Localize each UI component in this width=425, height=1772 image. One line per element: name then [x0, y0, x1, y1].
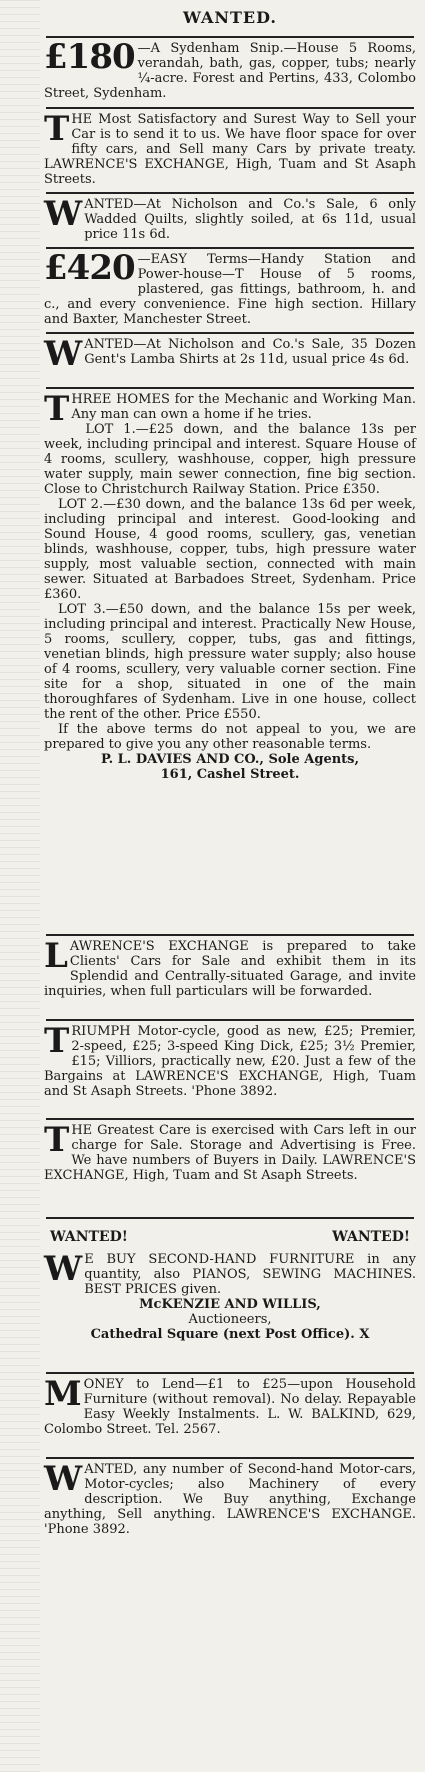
- drop-cap: W: [44, 1459, 83, 1499]
- drop-cap: T: [44, 1120, 70, 1160]
- ad-mckenzie-willis: [42, 1249, 418, 1372]
- drop-cap: T: [44, 1021, 70, 1061]
- page-gutter: [0, 0, 40, 1772]
- drop-cap: T: [44, 389, 70, 429]
- ad-wanted-motor-cars: [42, 1459, 418, 1542]
- ad-sell-your-car: [42, 109, 418, 192]
- ad-text: ANTED—At Nicholson and Co.'s Sale, 35 Dozen Gent's Lamba Shirts at 2s 11d, usual price 4s 6d.: [84, 337, 416, 367]
- ad-closing: If the above terms do not appeal to you, we are prepared to give you any other reasonable terms.: [44, 722, 416, 752]
- auctioneer-name: McKENZIE AND WILLIS,: [139, 1297, 321, 1312]
- ad-text: AWRENCE'S EXCHANGE is prepared to take Clients' Cars for Sale and exhibit them in its Splendid and Centrally-situated Garage, and invite inquiries, when full particulars will be forwarded.: [44, 939, 416, 999]
- ad-greatest-care: [42, 1120, 418, 1217]
- lot-2: LOT 2.—£30 down, and the balance 13s 6d per week, including principal and interest. Good-looking and Sound House, 4 good rooms, scullery, gas, venetian blinds, washhouse, copper, tubs, high pressure water supply, most valuable section, connected with main sewer. Situated at Barbadoes Street, Sydenham. Price £360.: [44, 497, 416, 602]
- wanted-right: WANTED!: [332, 1229, 410, 1245]
- classified-column: [42, 0, 418, 1772]
- ad-three-homes: [42, 389, 418, 934]
- ad-text: RIUMPH Motor-cycle, good as new, £25; Premier, 2-speed, £25; 3-speed King Dick, £25; 3½ Premier, £15; Villiors, practically new, £20. Just a few of the Bargains at LAWRENCE'S EXCHANGE, High, Tuam and St Asaph Streets. 'Phone 3892.: [44, 1024, 416, 1099]
- auctioneer-title: Auctioneers,: [188, 1312, 272, 1327]
- lot-1: LOT 1.—£25 down, and the balance 13s per week, including principal and interest. Square House of 4 rooms, scullery, washhouse, copper, high pressure water supply, main sewer connection, fine big section. Close to Christchurch Railway Station. Price £350.: [44, 422, 416, 497]
- section-heading: WANTED.: [183, 8, 277, 27]
- ad-text: ONEY to Lend—£1 to £25—upon Household Furniture (without removal). No delay. Repayable Easy Weekly Instalments. L. W. BALKIND, 629, Colombo Street. Tel. 2567.: [44, 1377, 416, 1437]
- drop-cap: W: [44, 194, 83, 234]
- drop-cap: W: [44, 1249, 83, 1289]
- wanted-banner: [42, 1219, 418, 1249]
- auctioneer-address: Cathedral Square (next Post Office). X: [90, 1327, 370, 1342]
- ad-sydenham-snip: [42, 38, 418, 107]
- ad-text: —A Sydenham Snip.—House 5 Rooms, verandah, bath, gas, copper, tubs; nearly ¼-acre. Forest and Pertins, 433, Colombo Street, Sydenham.: [44, 41, 416, 101]
- drop-cap: T: [44, 109, 70, 149]
- ad-text: ANTED, any number of Second-hand Motor-cars, Motor-cycles; also Machinery of every description. We Buy anything, Exchange anything, Sell anything. LAWRENCE'S EXCHANGE. 'Phone 3892.: [44, 1462, 416, 1537]
- wanted-left: WANTED!: [50, 1229, 128, 1245]
- drop-cap: L: [44, 936, 68, 976]
- ad-money-to-lend: [42, 1374, 418, 1457]
- agent-address: 161, Cashel Street.: [160, 767, 300, 782]
- ad-text: HE Greatest Care is exercised with Cars left in our charge for Sale. Storage and Advertising is Free. We have numbers of Buyers in Daily. LAWRENCE'S EXCHANGE, High, Tuam and St Asaph Streets.: [44, 1123, 416, 1183]
- agent-signature: P. L. DAVIES AND CO., Sole Agents,: [100, 752, 360, 767]
- ad-text: HE Most Satisfactory and Surest Way to Sell your Car is to send it to us. We have floor space for over fifty cars, and Sell many Cars by private treaty. LAWRENCE'S EXCHANGE, High, Tuam and St Asaph Streets.: [44, 112, 416, 187]
- ad-intro: HREE HOMES for the Mechanic and Working Man. Any man can own a home if he tries.: [71, 392, 416, 422]
- ad-lamba-shirts: [42, 334, 418, 387]
- ad-price: £420: [44, 248, 135, 288]
- drop-cap: M: [44, 1374, 82, 1414]
- ad-wadded-quilts: [42, 194, 418, 247]
- ad-text: —EASY Terms—Handy Station and Power-house—T House of 5 rooms, plastered, gas fittings, bathroom, h. and c., and every convenience. Fine high section. Hillary and Baxter, Manchester Street.: [44, 252, 416, 327]
- lot-3: LOT 3.—£50 down, and the balance 15s per week, including principal and interest. Practically New House, 5 rooms, scullery, copper, tubs, gas and fittings, venetian blinds, high pressure water supply; also house of 4 rooms, scullery, very valuable corner section. Fine site for a shop, situated in one of the main thoroughfares of Sydenham. Live in one house, collect the rent of the other. Price £550.: [44, 602, 416, 722]
- drop-cap: W: [44, 334, 83, 374]
- ad-triumph-motorcycle: [42, 1021, 418, 1118]
- ad-text: ANTED—At Nicholson and Co.'s Sale, 6 only Wadded Quilts, slightly soiled, at 6s 11d, usual price 11s 6d.: [84, 197, 416, 242]
- ad-lawrence-clients-cars: [42, 936, 418, 1019]
- ad-text: E BUY SECOND-HAND FURNITURE in any quantity, also PIANOS, SEWING MACHINES. BEST PRICES given.: [84, 1252, 416, 1297]
- ad-price: £180: [44, 37, 135, 77]
- ad-easy-terms-house: [42, 249, 418, 332]
